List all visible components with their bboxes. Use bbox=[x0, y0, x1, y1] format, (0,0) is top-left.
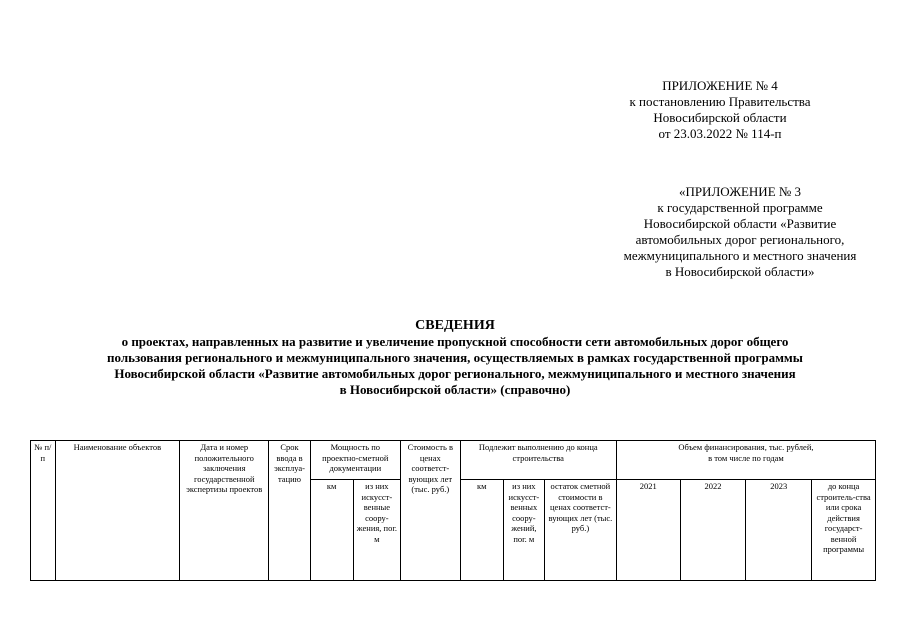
subheader-year-2022: 2022 bbox=[680, 480, 746, 581]
subheader-km: км bbox=[460, 480, 503, 581]
appendix-4-block bbox=[590, 78, 850, 142]
appendix-3-line: межмуниципального и местного значения bbox=[623, 248, 857, 263]
title-line: пользования регионального и межмуниципального значения, осуществляемых в рамках государственной программы bbox=[107, 350, 803, 365]
appendix-3-title: «ПРИЛОЖЕНИЕ № 3 bbox=[678, 184, 802, 199]
title-heading: СВЕДЕНИЯ bbox=[415, 318, 495, 333]
title-line: о проектах, направленных на развитие и увеличение пропускной способности сети автомобильных дорог общего bbox=[121, 334, 789, 349]
appendix-4-title: ПРИЛОЖЕНИЕ № 4 bbox=[662, 78, 778, 93]
subheader-artificial-structures: из них искусст-венные соору-жения, пог. м bbox=[353, 480, 400, 581]
appendix-4-date: от 23.03.2022 № 114-п bbox=[658, 126, 782, 141]
appendix-3-line: автомобильных дорог регионального, bbox=[635, 232, 845, 247]
title-line: Новосибирской области «Развитие автомобильных дорог регионального, межмуниципального и местного значения bbox=[114, 366, 796, 381]
header-cost: Стоимость в ценах соответст-вующих лет (тыс. руб.) bbox=[401, 441, 461, 581]
appendix-3-line: к государственной программе bbox=[657, 200, 823, 215]
appendix-4-line: Новосибирской области bbox=[653, 110, 787, 125]
header-object-name: Наименование объектов bbox=[55, 441, 179, 581]
header-remaining-work: Подлежит выполнению до конца строительства bbox=[460, 441, 616, 480]
subheader-year-2023: 2023 bbox=[746, 480, 812, 581]
subheader-year-2021: 2021 bbox=[616, 480, 680, 581]
subheader-artificial-structures: из них искусст-венных соору-жений, пог. м bbox=[503, 480, 544, 581]
subheader-km: км bbox=[310, 480, 353, 581]
title-line: в Новосибирской области» (справочно) bbox=[339, 382, 571, 397]
header-commissioning-term: Срок ввода в эксплуа-тацию bbox=[269, 441, 310, 581]
appendix-3-block bbox=[590, 184, 890, 280]
header-number: № п/п bbox=[31, 441, 56, 581]
header-financing-line: в том числе по годам bbox=[708, 452, 784, 463]
appendix-4-line: к постановлению Правительства bbox=[629, 94, 811, 109]
appendix-3-line: в Новосибирской области» bbox=[665, 264, 815, 279]
projects-table bbox=[30, 440, 876, 581]
appendix-3-line: Новосибирской области «Развитие bbox=[643, 216, 837, 231]
subheader-until-end: до конца строитель-ства или срока действия государст-венной программы bbox=[812, 480, 876, 581]
document-title bbox=[40, 318, 870, 398]
header-expertise-date: Дата и номер положительного заключения государственной экспертизы проектов bbox=[180, 441, 269, 581]
header-financing-line: Объем финансирования, тыс. рублей, bbox=[678, 442, 814, 452]
header-financing bbox=[616, 441, 875, 480]
header-capacity: Мощность по проектно-сметной документации bbox=[310, 441, 400, 480]
subheader-remaining-cost: остаток сметной стоимости в ценах соответст-вующих лет (тыс. руб.) bbox=[544, 480, 616, 581]
